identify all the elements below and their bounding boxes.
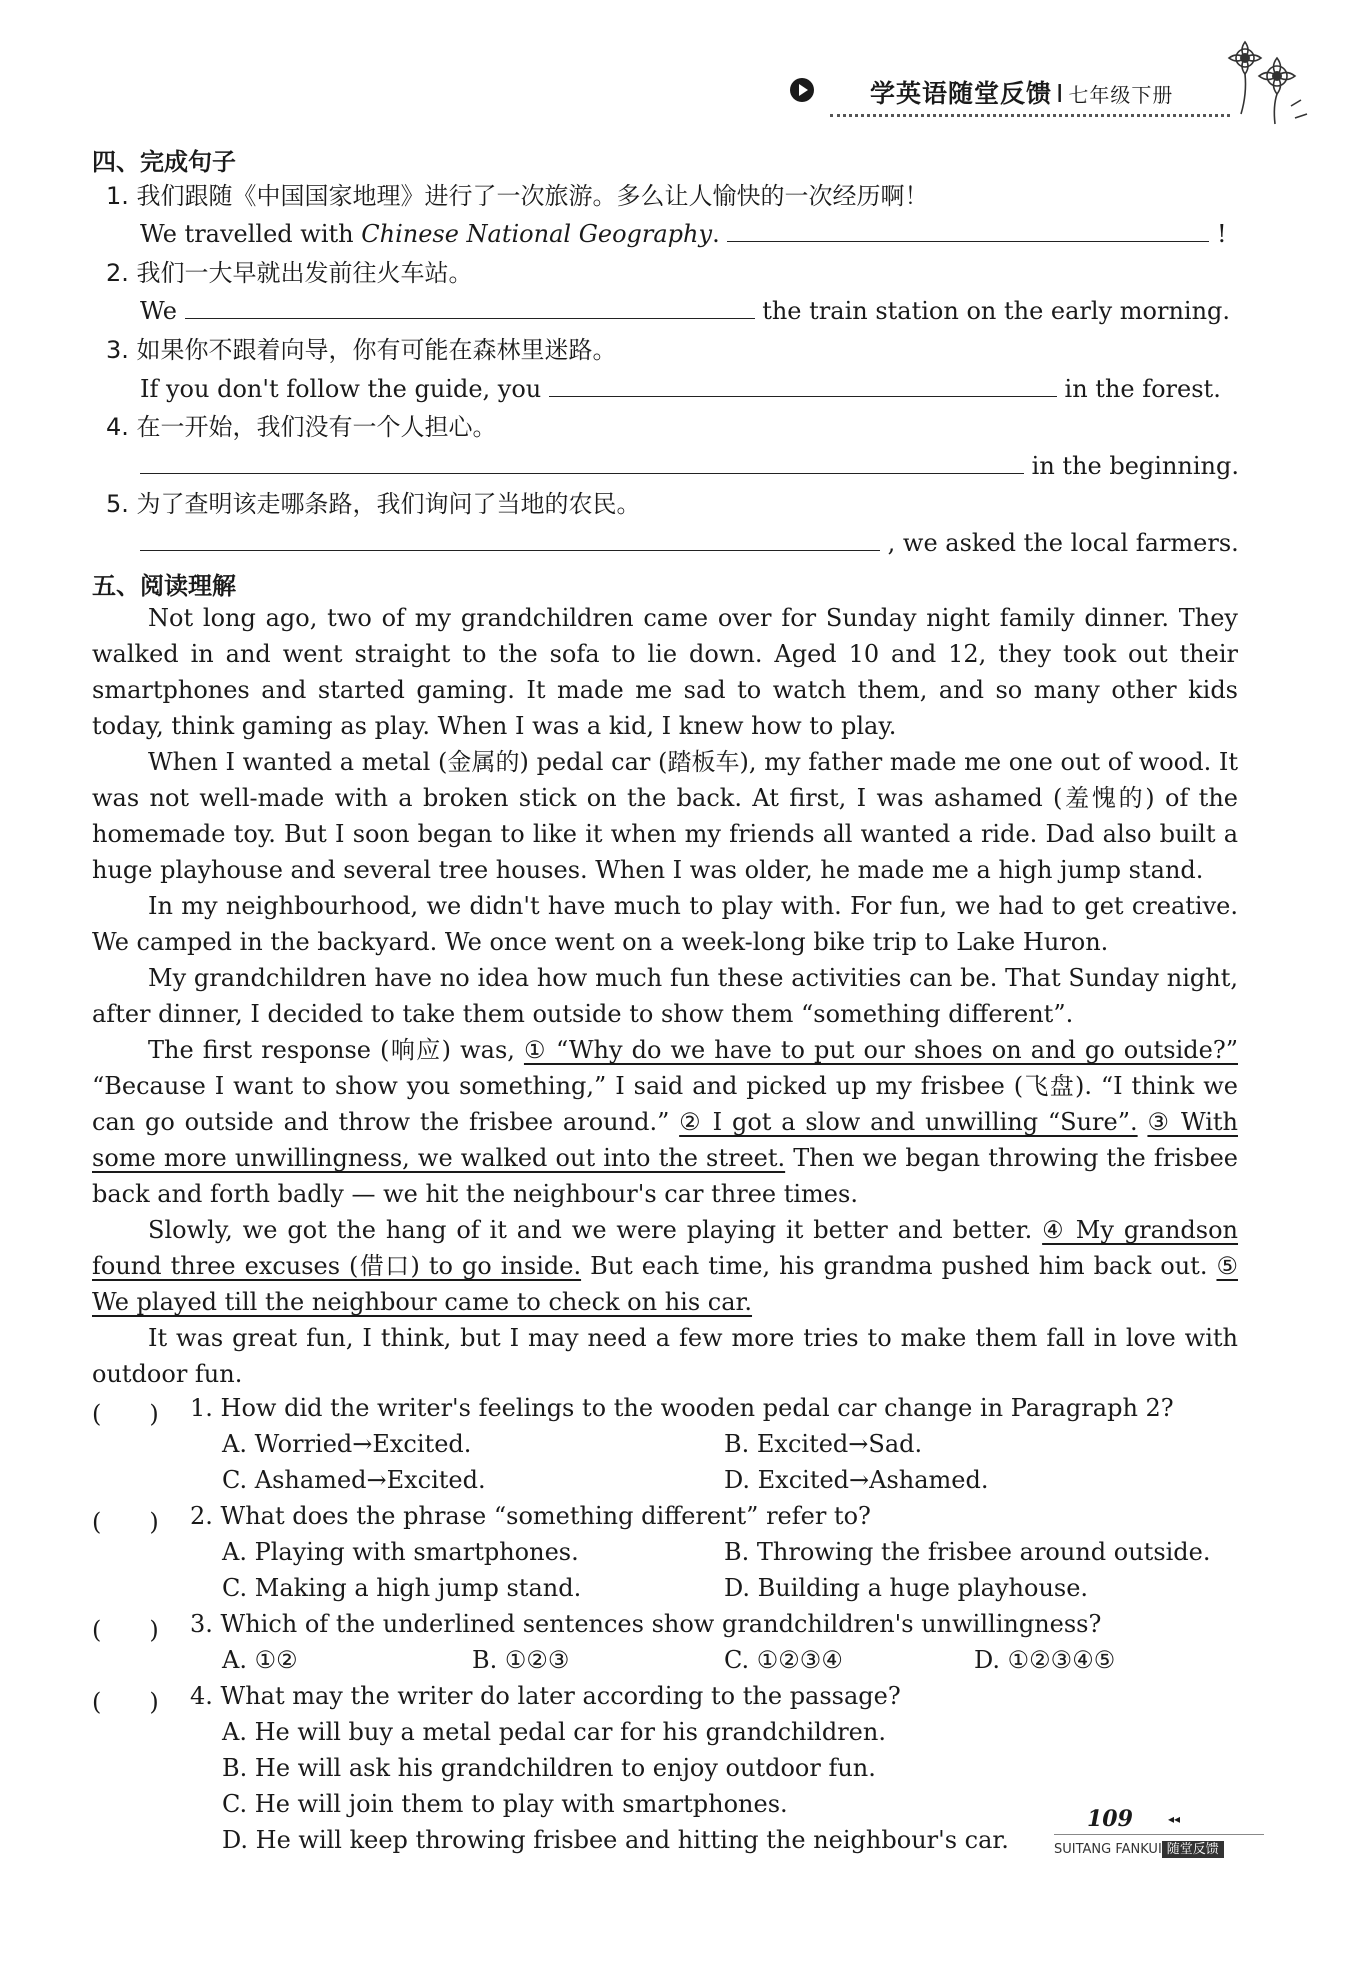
book-subtitle: 七年级下册 xyxy=(1068,83,1174,107)
s4-q4-answer-blank[interactable] xyxy=(140,451,1024,474)
q4-option-d[interactable]: D. He will keep throwing frisbee and hitting the neighbour's car. xyxy=(222,1826,1009,1854)
section5-heading: 五、阅读理解 xyxy=(92,572,236,600)
q4-answer-paren[interactable]: ( ) xyxy=(92,1688,159,1716)
q3-option-c[interactable]: C. ①②③④ xyxy=(724,1646,843,1674)
q3-option-d[interactable]: D. ①②③④⑤ xyxy=(974,1646,1116,1674)
s4-q5-cn-text: 为了查明该走哪条路，我们询问了当地的农民。 xyxy=(136,490,641,518)
s4-q3-en xyxy=(140,373,1221,405)
page-header xyxy=(790,72,1250,112)
q4-option-a[interactable]: A. He will buy a metal pedal car for his grandchildren. xyxy=(222,1718,886,1746)
section4-heading: 四、完成句子 xyxy=(92,148,236,176)
double-arrow-left-icon: ◂◂ xyxy=(1168,1812,1181,1826)
s4-q5-num: 5. xyxy=(106,490,129,518)
p5-text-b: “Because I want to show you something,” I said and picked up my frisbee (飞盘). “I think we can go outside and throw the frisbee around.” xyxy=(92,1072,1238,1136)
s4-q4-en-post: in the beginning. xyxy=(1031,452,1239,480)
passage-paragraph-3 xyxy=(92,888,1238,960)
p2-text: When I wanted a metal (金属的) pedal car (踏板车), my father made me one out of wood. It was not well-made with a broken stick on the back. At first, I was ashamed (羞愧的) of the homemade toy. But I soon began to like it when my friends all wanted a ride. Dad also built a huge playhouse and several tree houses. When I was older, he made me a high jump stand. xyxy=(92,748,1238,884)
underlined-sentence-4: ④ My grandson found three excuses (借口) to go inside. xyxy=(92,1216,1239,1280)
s4-q3-num: 3. xyxy=(106,336,129,364)
q2-stem: 2. What does the phrase “something different” refer to? xyxy=(190,1502,871,1530)
q3-option-b[interactable]: B. ①②③ xyxy=(472,1646,570,1674)
q1-stem: 1. How did the writer's feelings to the wooden pedal car change in Paragraph 2? xyxy=(190,1394,1174,1422)
s4-q1-en xyxy=(140,218,1227,250)
book-title xyxy=(870,74,1173,110)
sunflower-icon xyxy=(1215,28,1310,128)
q1-option-c[interactable]: C. Ashamed→Excited. xyxy=(222,1466,486,1494)
footer-brand-latin: SUITANG FANKUI xyxy=(1054,1842,1162,1857)
s4-q1-en-post: . xyxy=(712,220,720,248)
s4-q2-en xyxy=(140,295,1230,327)
page-number: 109 xyxy=(1087,1806,1133,1832)
s4-q2-num: 2. xyxy=(106,259,129,287)
p5-text-a: The first response (响应) was, xyxy=(148,1036,515,1064)
p7-text: It was great fun, I think, but I may need a few more tries to make them fall in love with outdoor fun. xyxy=(92,1324,1238,1388)
q2-option-b[interactable]: B. Throwing the frisbee around outside. xyxy=(724,1538,1211,1566)
play-icon xyxy=(790,78,814,102)
s4-q3-answer-blank[interactable] xyxy=(549,374,1057,397)
q1-answer-paren[interactable]: ( ) xyxy=(92,1400,159,1428)
footer-brand xyxy=(1054,1838,1224,1857)
q1-option-b[interactable]: B. Excited→Sad. xyxy=(724,1430,923,1458)
q2-option-d[interactable]: D. Building a huge playhouse. xyxy=(724,1574,1089,1602)
underlined-sentence-2: ② I got a slow and unwilling “Sure”. xyxy=(679,1108,1138,1136)
s4-q2-en-pre: We xyxy=(140,297,177,325)
underlined-sentence-3: ③ With some more unwillingness, we walked out into the street. xyxy=(92,1108,1238,1172)
q4-stem: 4. What may the writer do later according to the passage? xyxy=(190,1682,901,1710)
footer-rule xyxy=(1054,1834,1264,1835)
q3-stem: 3. Which of the underlined sentences show grandchildren's unwillingness? xyxy=(190,1610,1102,1638)
q1-option-d[interactable]: D. Excited→Ashamed. xyxy=(724,1466,989,1494)
underlined-sentence-1: ① “Why do we have to put our shoes on and go outside?” xyxy=(523,1036,1238,1064)
q1-option-a[interactable]: A. Worried→Excited. xyxy=(222,1430,472,1458)
header-dotted-rule xyxy=(830,114,1230,117)
s4-q5-cn xyxy=(106,488,641,520)
passage-paragraph-5 xyxy=(92,1032,1238,1212)
passage-paragraph-6 xyxy=(92,1212,1238,1320)
s4-q4-num: 4. xyxy=(106,413,129,441)
s4-q3-cn-text: 如果你不跟着向导，你有可能在森林里迷路。 xyxy=(136,336,617,364)
passage-paragraph-7 xyxy=(92,1320,1238,1392)
s4-q3-en-post: in the forest. xyxy=(1064,375,1221,403)
s4-q5-en xyxy=(140,527,1239,559)
p4-text: My grandchildren have no idea how much fun these activities can be. That Sunday night, after dinner, I decided to take them outside to show them “something different”. xyxy=(92,964,1238,1028)
p6-text-a: Slowly, we got the hang of it and we were playing it better and better. xyxy=(148,1216,1033,1244)
q2-option-c[interactable]: C. Making a high jump stand. xyxy=(222,1574,582,1602)
s4-q3-cn xyxy=(106,334,617,366)
s4-q1-en-pre: We travelled with xyxy=(140,220,354,248)
q2-answer-paren[interactable]: ( ) xyxy=(92,1508,159,1536)
s4-q1-answer-blank[interactable] xyxy=(727,219,1209,242)
s4-q4-cn-text: 在一开始，我们没有一个人担心。 xyxy=(136,413,497,441)
s4-q2-cn xyxy=(106,257,473,289)
s4-q5-answer-blank[interactable] xyxy=(140,528,880,551)
s4-q1-cn-text: 我们跟随《中国国家地理》进行了一次旅游。多么让人愉快的一次经历啊！ xyxy=(136,182,929,210)
s4-q1-cn xyxy=(106,180,929,212)
q3-answer-paren[interactable]: ( ) xyxy=(92,1616,159,1644)
book-title-text: 学英语随堂反馈 xyxy=(870,79,1053,108)
s4-q1-end: ! xyxy=(1216,220,1227,248)
q2-option-a[interactable]: A. Playing with smartphones. xyxy=(222,1538,579,1566)
q4-option-c[interactable]: C. He will join them to play with smartphones. xyxy=(222,1790,788,1818)
s4-q5-en-post: , we asked the local farmers. xyxy=(887,529,1239,557)
s4-q4-en xyxy=(140,450,1239,482)
s4-q1-en-italic: Chinese National Geography xyxy=(361,220,713,248)
footer-brand-cn: 随堂反馈 xyxy=(1162,1841,1224,1858)
s4-q1-num: 1. xyxy=(106,182,129,210)
s4-q2-en-post: the train station on the early morning. xyxy=(762,297,1231,325)
s4-q2-answer-blank[interactable] xyxy=(185,296,755,319)
passage-paragraph-1 xyxy=(92,600,1238,744)
p5-text-c: Then we began throwing the frisbee back and forth badly — we hit the neighbour's car three times. xyxy=(92,1144,1238,1208)
s4-q2-cn-text: 我们一大早就出发前往火车站。 xyxy=(136,259,473,287)
p3-text: In my neighbourhood, we didn't have much to play with. For fun, we had to get creative. We camped in the backyard. We once went on a week-long bike trip to Lake Huron. xyxy=(92,892,1238,956)
underlined-sentence-5: ⑤ We played till the neighbour came to check on his car. xyxy=(92,1252,1238,1316)
p6-text-b: But each time, his grandma pushed him back out. xyxy=(590,1252,1208,1280)
p1-text: Not long ago, two of my grandchildren came over for Sunday night family dinner. They walked in and went straight to the sofa to lie down. Aged 10 and 12, they took out their smartphones and started gaming. It made me sad to watch them, and so many other kids today, think gaming as play. When I was a kid, I knew how to play. xyxy=(92,604,1238,740)
passage-paragraph-4 xyxy=(92,960,1238,1032)
title-separator: I xyxy=(1056,79,1065,108)
q3-option-a[interactable]: A. ①② xyxy=(222,1646,298,1674)
passage-paragraph-2 xyxy=(92,744,1238,888)
s4-q3-en-pre: If you don't follow the guide, you xyxy=(140,375,542,403)
q4-option-b[interactable]: B. He will ask his grandchildren to enjoy outdoor fun. xyxy=(222,1754,876,1782)
s4-q4-cn xyxy=(106,411,497,443)
